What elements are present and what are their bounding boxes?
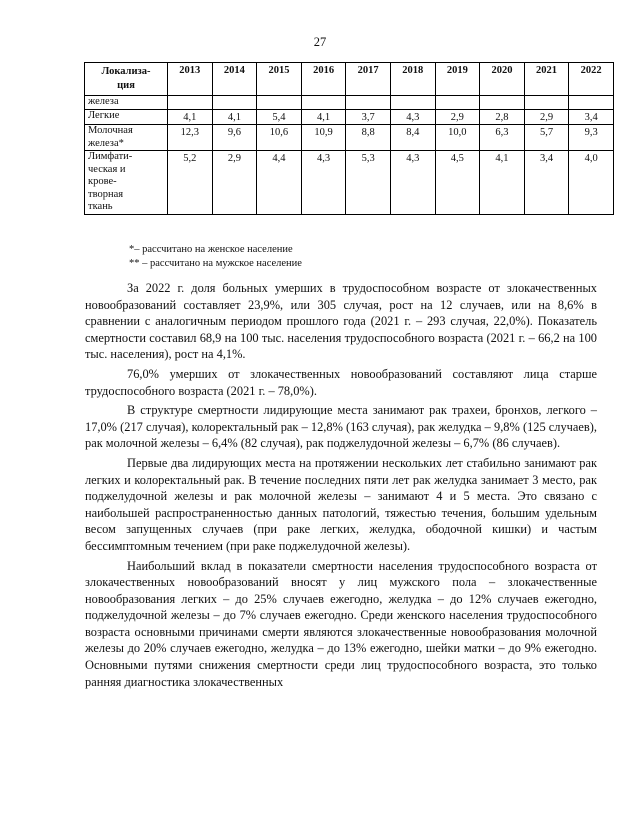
paragraph: В структуре смертности лидирующие места занимают рак трахеи, бронхов, легкого – 17,0% (217 случая), колоректальный рак – 12,8% (163 случая), рак желудка – 9,8% (125 случаев), рак молочной железы – 6,4% (82 случая), рак поджелудочной железы – 6,7% (86 случаев).: [85, 403, 597, 451]
table-cell: 9,3: [569, 125, 614, 151]
header-year: 2019: [435, 63, 480, 96]
header-year: 2020: [480, 63, 525, 96]
table-cell: 10,0: [435, 125, 480, 151]
table-cell: 12,3: [168, 125, 213, 151]
table-cell: 9,6: [212, 125, 257, 151]
paragraph: За 2022 г. доля больных умерших в трудоспособном возрасте от злокачественных новообразований составляет 23,9%, или 305 случая, рост на 12 случаев, или на 8,6% в сравнении с аналогичным периодом прошлого года (2021 г. – 293 случая, 22,0%). Показатель смертности составил 68,9 на 100 тыс. населения трудоспособного возраста (2021 г. – 66,2 на 100 тыс. населения), рост на 4,1%.: [85, 281, 597, 362]
table-cell: 5,2: [168, 151, 213, 215]
header-year: 2016: [301, 63, 346, 96]
table-cell: 4,3: [390, 151, 435, 215]
table-cell: 4,1: [212, 109, 257, 125]
table-cell: [524, 96, 569, 110]
table-cell: 2,9: [435, 109, 480, 125]
row-label-line: железа*: [88, 137, 124, 149]
table-cell: 3,4: [569, 109, 614, 125]
table-cell: 2,8: [480, 109, 525, 125]
table-cell: 8,8: [346, 125, 391, 151]
table-cell: [346, 96, 391, 110]
header-year: 2014: [212, 63, 257, 96]
table-cell: [168, 96, 213, 110]
header-year: 2013: [168, 63, 213, 96]
footnote-female: *– рассчитано на женское население: [129, 244, 293, 255]
paragraph: Первые два лидирующих места на протяжении нескольких лет стабильно занимают рак легких и колоректальный рак. В течение последних пяти лет рак желудка занимает 3 место, рак поджелудочной железы и рак молочной железы – занимают 4 и 5 места. Это связано с наибольшей распространенностью данных патологий, тяжестью течения, большим удельным весом запущенных случаев (при раке легких, желудка, ободочной кишки) и частым бессимптомным течением (при раке поджелудочной железы).: [85, 455, 597, 553]
header-year: 2017: [346, 63, 391, 96]
table-cell: 4,1: [480, 151, 525, 215]
row-label-line: Молочная: [88, 125, 133, 136]
table-cell: 4,1: [301, 109, 346, 125]
header-year: 2015: [257, 63, 302, 96]
row-label-line: ческая и: [88, 163, 126, 175]
table-cell: [569, 96, 614, 110]
table-cell: 4,4: [257, 151, 302, 215]
table-cell: 3,7: [346, 109, 391, 125]
table-cell: [480, 96, 525, 110]
header-loc-line1: Локализа-: [101, 66, 151, 77]
table-cell: 10,9: [301, 125, 346, 151]
table-cell: [212, 96, 257, 110]
row-label: [85, 125, 168, 151]
row-label-line: ткань: [88, 201, 113, 212]
table-cell: 2,9: [524, 109, 569, 125]
mortality-table: [84, 62, 614, 215]
row-label-line: крове-: [88, 176, 117, 187]
table-cell: 4,3: [301, 151, 346, 215]
table-header-row: [85, 63, 614, 96]
row-label-line: Легкие: [88, 109, 120, 121]
table-cell: [390, 96, 435, 110]
table-cell: 3,4: [524, 151, 569, 215]
table-cell: 4,3: [390, 109, 435, 125]
header-year: 2022: [569, 63, 614, 96]
table-cell: 4,0: [569, 151, 614, 215]
table-cell: [257, 96, 302, 110]
header-year: 2018: [390, 63, 435, 96]
table-row: [85, 96, 614, 110]
table-cell: 10,6: [257, 125, 302, 151]
table-cell: [301, 96, 346, 110]
table-cell: [435, 96, 480, 110]
table-cell: 2,9: [212, 151, 257, 215]
header-localization: [85, 63, 168, 96]
body-text: [85, 280, 597, 690]
row-label-line: Лимфати-: [88, 151, 133, 162]
table-cell: 5,7: [524, 125, 569, 151]
paragraph: Наибольший вклад в показатели смертности населения трудоспособного возраста от злокачественных новообразований вносят у лиц мужского пола – злокачественные новообразования легких – до 25% случаев ежегодно, желудка – до 12% случаев ежегодно, поджелудочной железы – до 7% случаев ежегодно. Среди женского населения трудоспособного возраста основными причинами смерти являются злокачественные новообразования молочной железы до 20% случаев ежегодно, желудка – до 13% ежегодно, шейки матки – до 9% ежегодно. Основными путями снижения смертности среди лиц трудоспособного возраста, это только ранняя диагностика злокачественных: [85, 558, 597, 689]
header-year: 2021: [524, 63, 569, 96]
table-cell: 5,4: [257, 109, 302, 125]
row-label-line: творная: [88, 188, 124, 200]
row-label: железа: [85, 96, 168, 110]
table-cell: 8,4: [390, 125, 435, 151]
footnote-male: ** – рассчитано на мужское население: [129, 258, 302, 269]
table-cell: 5,3: [346, 151, 391, 215]
table-cell: 4,5: [435, 151, 480, 215]
paragraph: 76,0% умерших от злокачественных новообразований составляют лица старше трудоспособного возраста (2021 г. – 78,0%).: [85, 366, 597, 398]
table-footnotes: [129, 243, 302, 271]
header-loc-line2: ция: [117, 80, 135, 91]
table-row: [85, 125, 614, 151]
table-row: [85, 151, 614, 215]
table-cell: 6,3: [480, 125, 525, 151]
row-label: [85, 151, 168, 215]
table-row: [85, 109, 614, 125]
table-cell: 4,1: [168, 109, 213, 125]
page-number: 27: [313, 35, 327, 49]
row-label: [85, 109, 168, 125]
